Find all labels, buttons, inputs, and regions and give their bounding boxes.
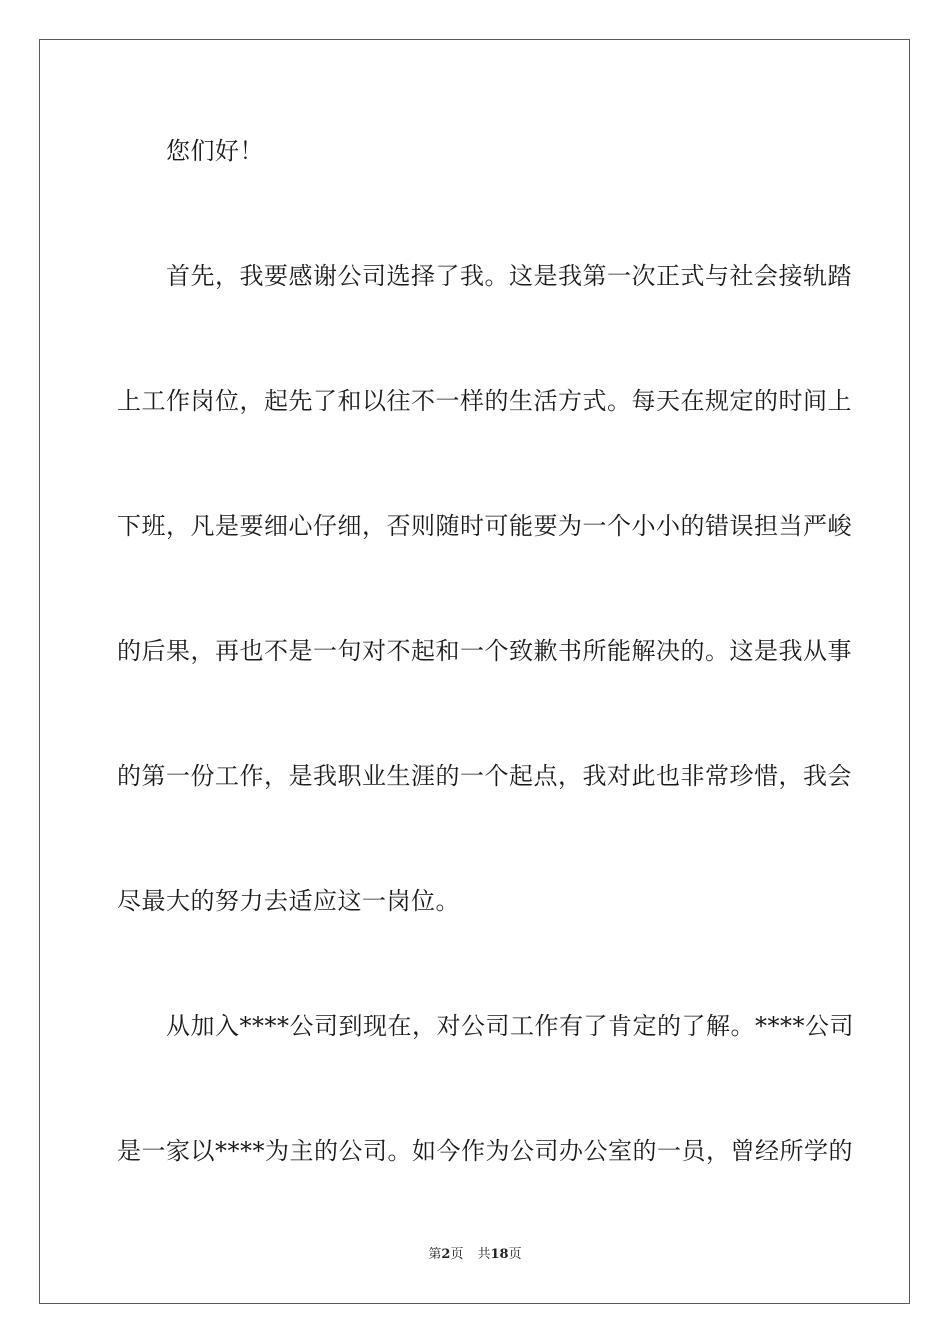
paragraph-line: 尽最大的努力去适应这一岗位。 — [117, 887, 460, 915]
page-prefix: 第 — [428, 1247, 442, 1262]
paragraph-line: 首先，我要感谢公司选择了我。这是我第一次正式与社会接轨踏 — [166, 262, 852, 290]
paragraph-line: 是一家以****为主的公司。如今作为公司办公室的一员，曾经所学的 — [117, 1137, 853, 1165]
paragraph-line: 下班，凡是要细心仔细，否则随时可能要为一个小小的错误担当严峻 — [117, 512, 852, 540]
paragraph-line: 上工作岗位，起先了和以往不一样的生活方式。每天在规定的时间上 — [117, 387, 852, 415]
paragraph-line: 的后果，再也不是一句对不起和一个致歉书所能解决的。这是我从事 — [117, 637, 852, 665]
total-suffix: 页 — [508, 1247, 522, 1262]
page-suffix: 页 — [450, 1247, 464, 1262]
page-border — [39, 39, 910, 1304]
current-page-number: 2 — [441, 1247, 451, 1262]
salutation-line: 您们好！ — [166, 137, 264, 165]
paragraph-line: 从加入****公司到现在，对公司工作有了肯定的了解。****公司 — [166, 1012, 854, 1040]
paragraph-line: 的第一份工作，是我职业生涯的一个起点，我对此也非常珍惜，我会 — [117, 762, 852, 790]
page-footer — [0, 1246, 950, 1264]
total-page-number: 18 — [490, 1247, 509, 1262]
total-prefix: 共 — [477, 1247, 491, 1262]
